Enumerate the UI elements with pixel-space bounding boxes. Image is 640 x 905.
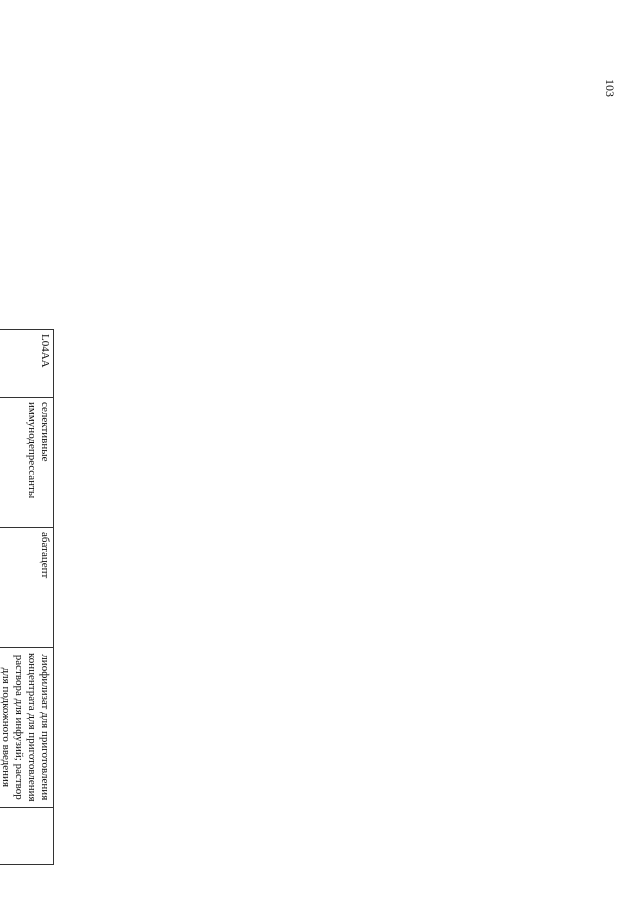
table-row — [0, 528, 53, 807]
pharmacological-group: селективные иммунодепрессанты — [0, 398, 53, 528]
drug-list — [0, 528, 53, 808]
dosage-form: лиофилизат для приготовления концентрата для приготовления раствора для инфузий; раствор для подкожного введения — [0, 652, 51, 802]
drug-table — [0, 329, 54, 865]
empty-column — [0, 808, 53, 866]
page-number: 103 — [603, 79, 617, 97]
atc-code: L04AA — [0, 330, 53, 398]
drug-name: абатацепт — [0, 528, 53, 648]
rotated-table-container — [0, 329, 54, 865]
